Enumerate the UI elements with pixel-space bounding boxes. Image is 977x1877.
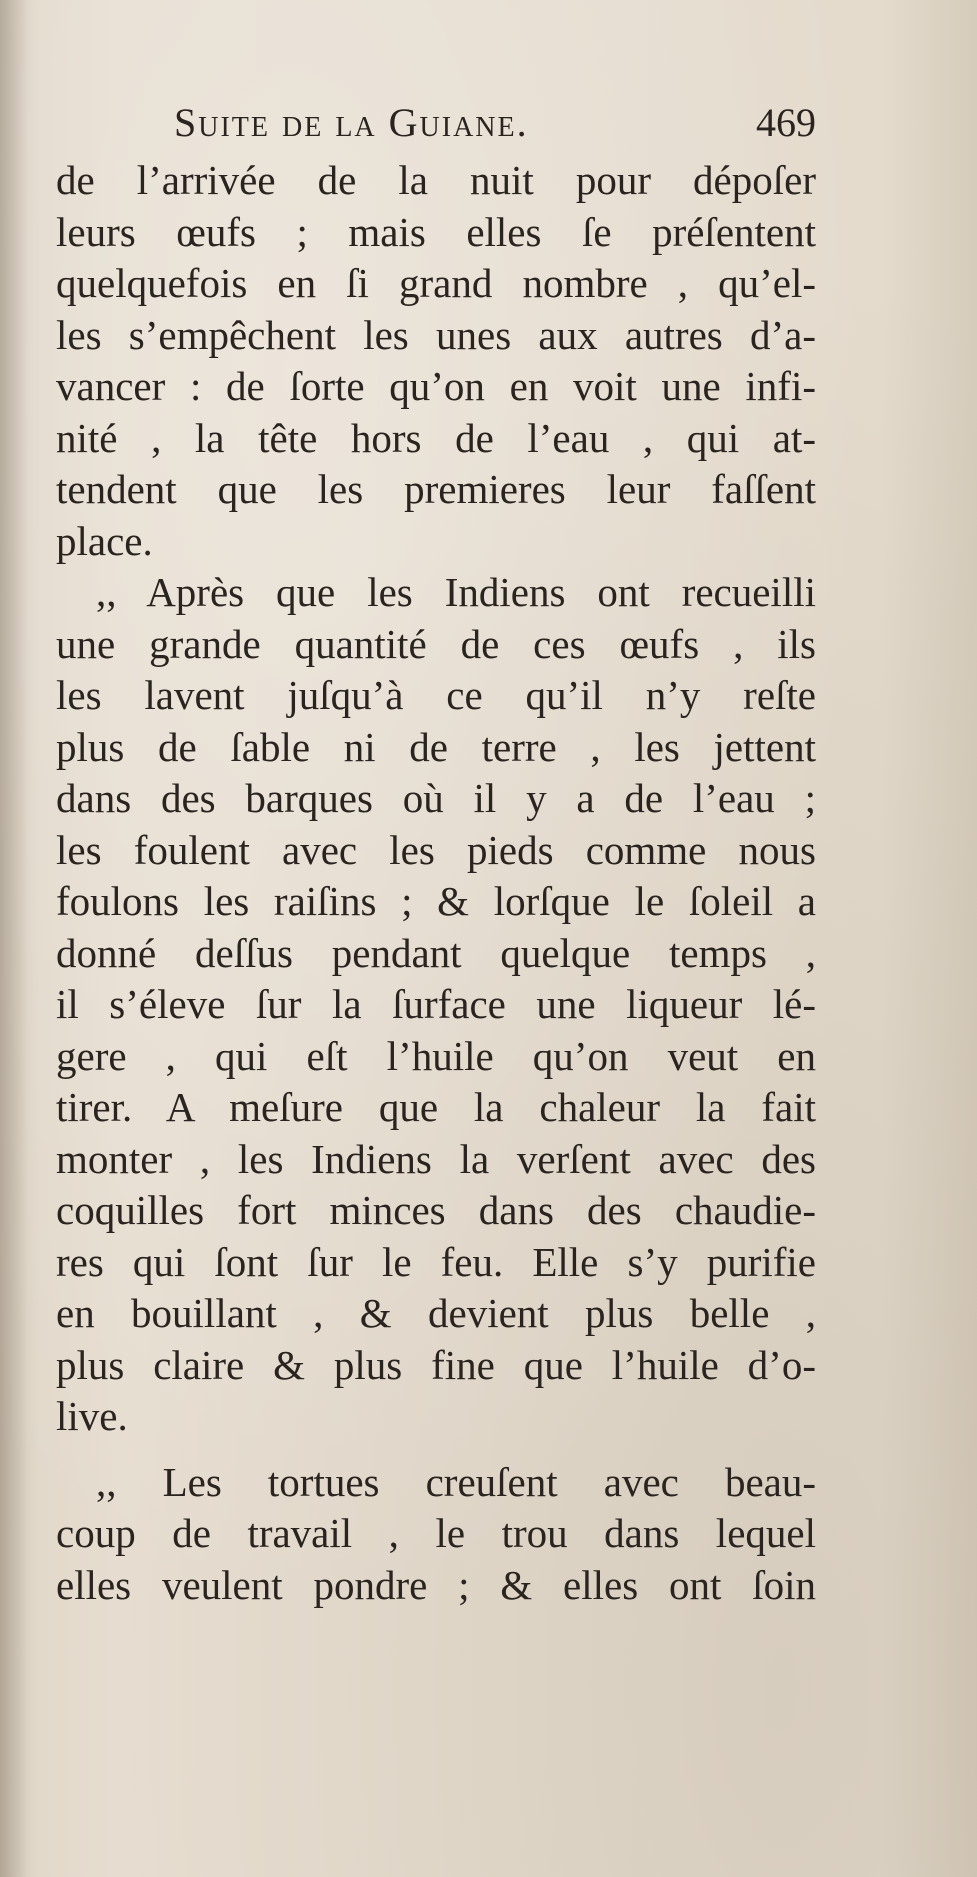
text-line: de l’arrivée de la nuit pour dépoſer	[56, 157, 816, 203]
text-line: les s’empêchent les unes aux autres d’a-	[56, 311, 816, 358]
running-title: Suite de la Guiane.	[174, 100, 529, 145]
page-header	[56, 95, 816, 155]
text-line: coquilles fort minces dans des chaudie-	[56, 1187, 816, 1233]
text-line: live.	[56, 1393, 128, 1439]
page-number: 469	[756, 100, 816, 145]
text-line: donné deſſus pendant quelque temps ,	[56, 929, 816, 976]
text-line: une grande quantité de ces œufs , ils	[56, 620, 816, 667]
text-line: foulons les raiſins ; & lorſque le ſoleil a	[56, 878, 816, 924]
text-line: elles veulent pondre ; & elles ont ſoin	[56, 1561, 816, 1608]
text-line: vancer : de ſorte qu’on en voit une infi-	[56, 363, 816, 409]
text-line: les lavent juſqu’à ce qu’il n’y reſte	[56, 672, 816, 718]
text-line: leurs œufs ; mais elles ſe préſentent	[56, 208, 816, 255]
text-line: coup de travail , le trou dans lequel	[56, 1510, 816, 1556]
text-line: res qui ſont ſur le feu. Elle s’y purifie	[56, 1238, 816, 1285]
text-line: dans des barques où il y a de l’eau ;	[56, 775, 816, 821]
paragraph-2	[56, 567, 816, 1443]
text-line: gere , qui eſt l’huile qu’on veut en	[56, 1032, 816, 1079]
text-line: les foulent avec les pieds comme nous	[56, 826, 816, 873]
paragraph-3	[56, 1457, 816, 1612]
text-line: monter , les Indiens la verſent avec des	[56, 1135, 816, 1182]
text-line: en bouillant , & devient plus belle ,	[56, 1290, 816, 1336]
gutter-shadow	[0, 0, 28, 1877]
text-line: tirer. A meſure que la chaleur la fait	[56, 1084, 816, 1130]
text-line: tendent que les premieres leur faſſent	[56, 466, 816, 512]
text-line: plus de ſable ni de terre , les jettent	[56, 723, 816, 770]
text-line: ,, Après que les Indiens ont recueilli	[96, 569, 816, 615]
body-text	[56, 155, 816, 1611]
text-line: plus claire & plus fine que l’huile d’o-	[56, 1341, 816, 1388]
text-line: nité , la tête hors de l’eau , qui at-	[56, 414, 816, 461]
text-line: il s’éleve ſur la ſurface une liqueur lé-	[56, 981, 816, 1027]
text-line: quelquefois en ſi grand nombre , qu’el-	[56, 260, 816, 306]
text-line: ,, Les tortues creuſent avec beau-	[96, 1458, 816, 1505]
paragraph-1	[56, 155, 816, 567]
text-line: place.	[56, 517, 153, 564]
paragraph-spacer	[56, 1443, 816, 1457]
